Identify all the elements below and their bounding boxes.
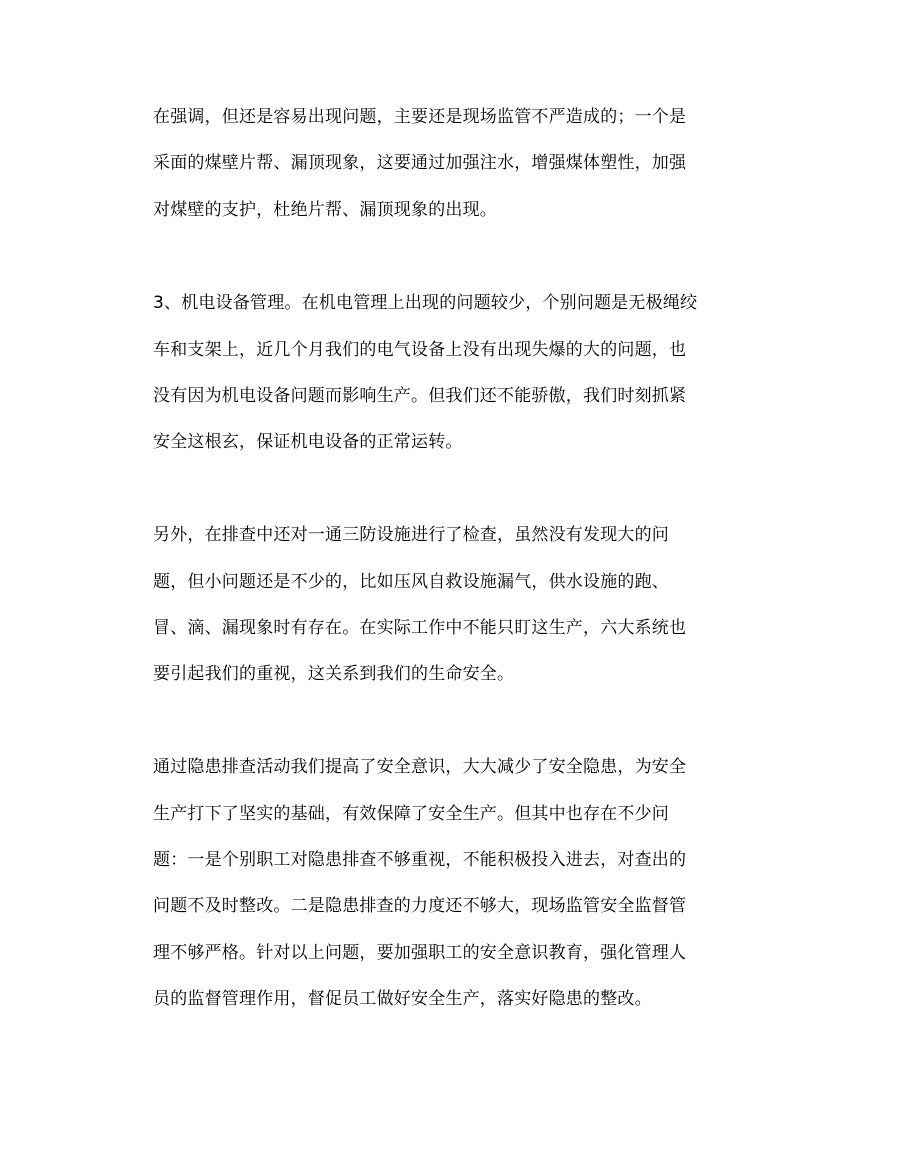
text-line: 题：一是个别职工对隐患排查不够重视，不能积极投入进去，对查出的 (153, 850, 687, 870)
text-line: 题，但小问题还是不少的，比如压风自救设施漏气，供水设施的跑、 (153, 572, 669, 592)
text-line: 冒、滴、漏现象时有存在。在实际工作中不能只盯这生产，六大系统也 (153, 618, 687, 638)
text-line: 在强调，但还是容易出现问题，主要还是现场监管不严造成的；一个是 (153, 107, 687, 127)
text-line: 通过隐患排查活动我们提高了安全意识，大大减少了安全隐患，为安全 (153, 757, 687, 777)
text-line: 另外，在排查中还对一通三防设施进行了检查，虽然没有发现大的问 (153, 525, 669, 545)
text-line: 要引起我们的重视，这关系到我们的生命安全。 (153, 664, 515, 684)
text-line: 3、机电设备管理。在机电管理上出现的问题较少，个别问题是无极绳绞 (153, 293, 698, 313)
text-line: 员的监督管理作用，督促员工做好安全生产，落实好隐患的整改。 (153, 989, 652, 1009)
text-line: 没有因为机电设备问题而影响生产。但我们还不能骄傲，我们时刻抓紧 (153, 386, 687, 406)
text-line: 安全这根玄，保证机电设备的正常运转。 (153, 432, 463, 452)
text-line: 理不够严格。针对以上问题，要加强职工的安全意识教育，强化管理人 (153, 943, 687, 963)
text-line: 生产打下了坚实的基础，有效保障了安全生产。但其中也存在不少问 (153, 804, 669, 824)
text-line: 问题不及时整改。二是隐患排查的力度还不够大，现场监管安全监督管 (153, 896, 687, 916)
text-line: 车和支架上，近几个月我们的电气设备上没有出现失爆的大的问题，也 (153, 340, 687, 360)
text-line: 采面的煤壁片帮、漏顶现象，这要通过加强注水，增强煤体塑性，加强 (153, 153, 687, 173)
text-line: 对煤壁的支护，杜绝片帮、漏顶现象的出现。 (153, 200, 497, 220)
